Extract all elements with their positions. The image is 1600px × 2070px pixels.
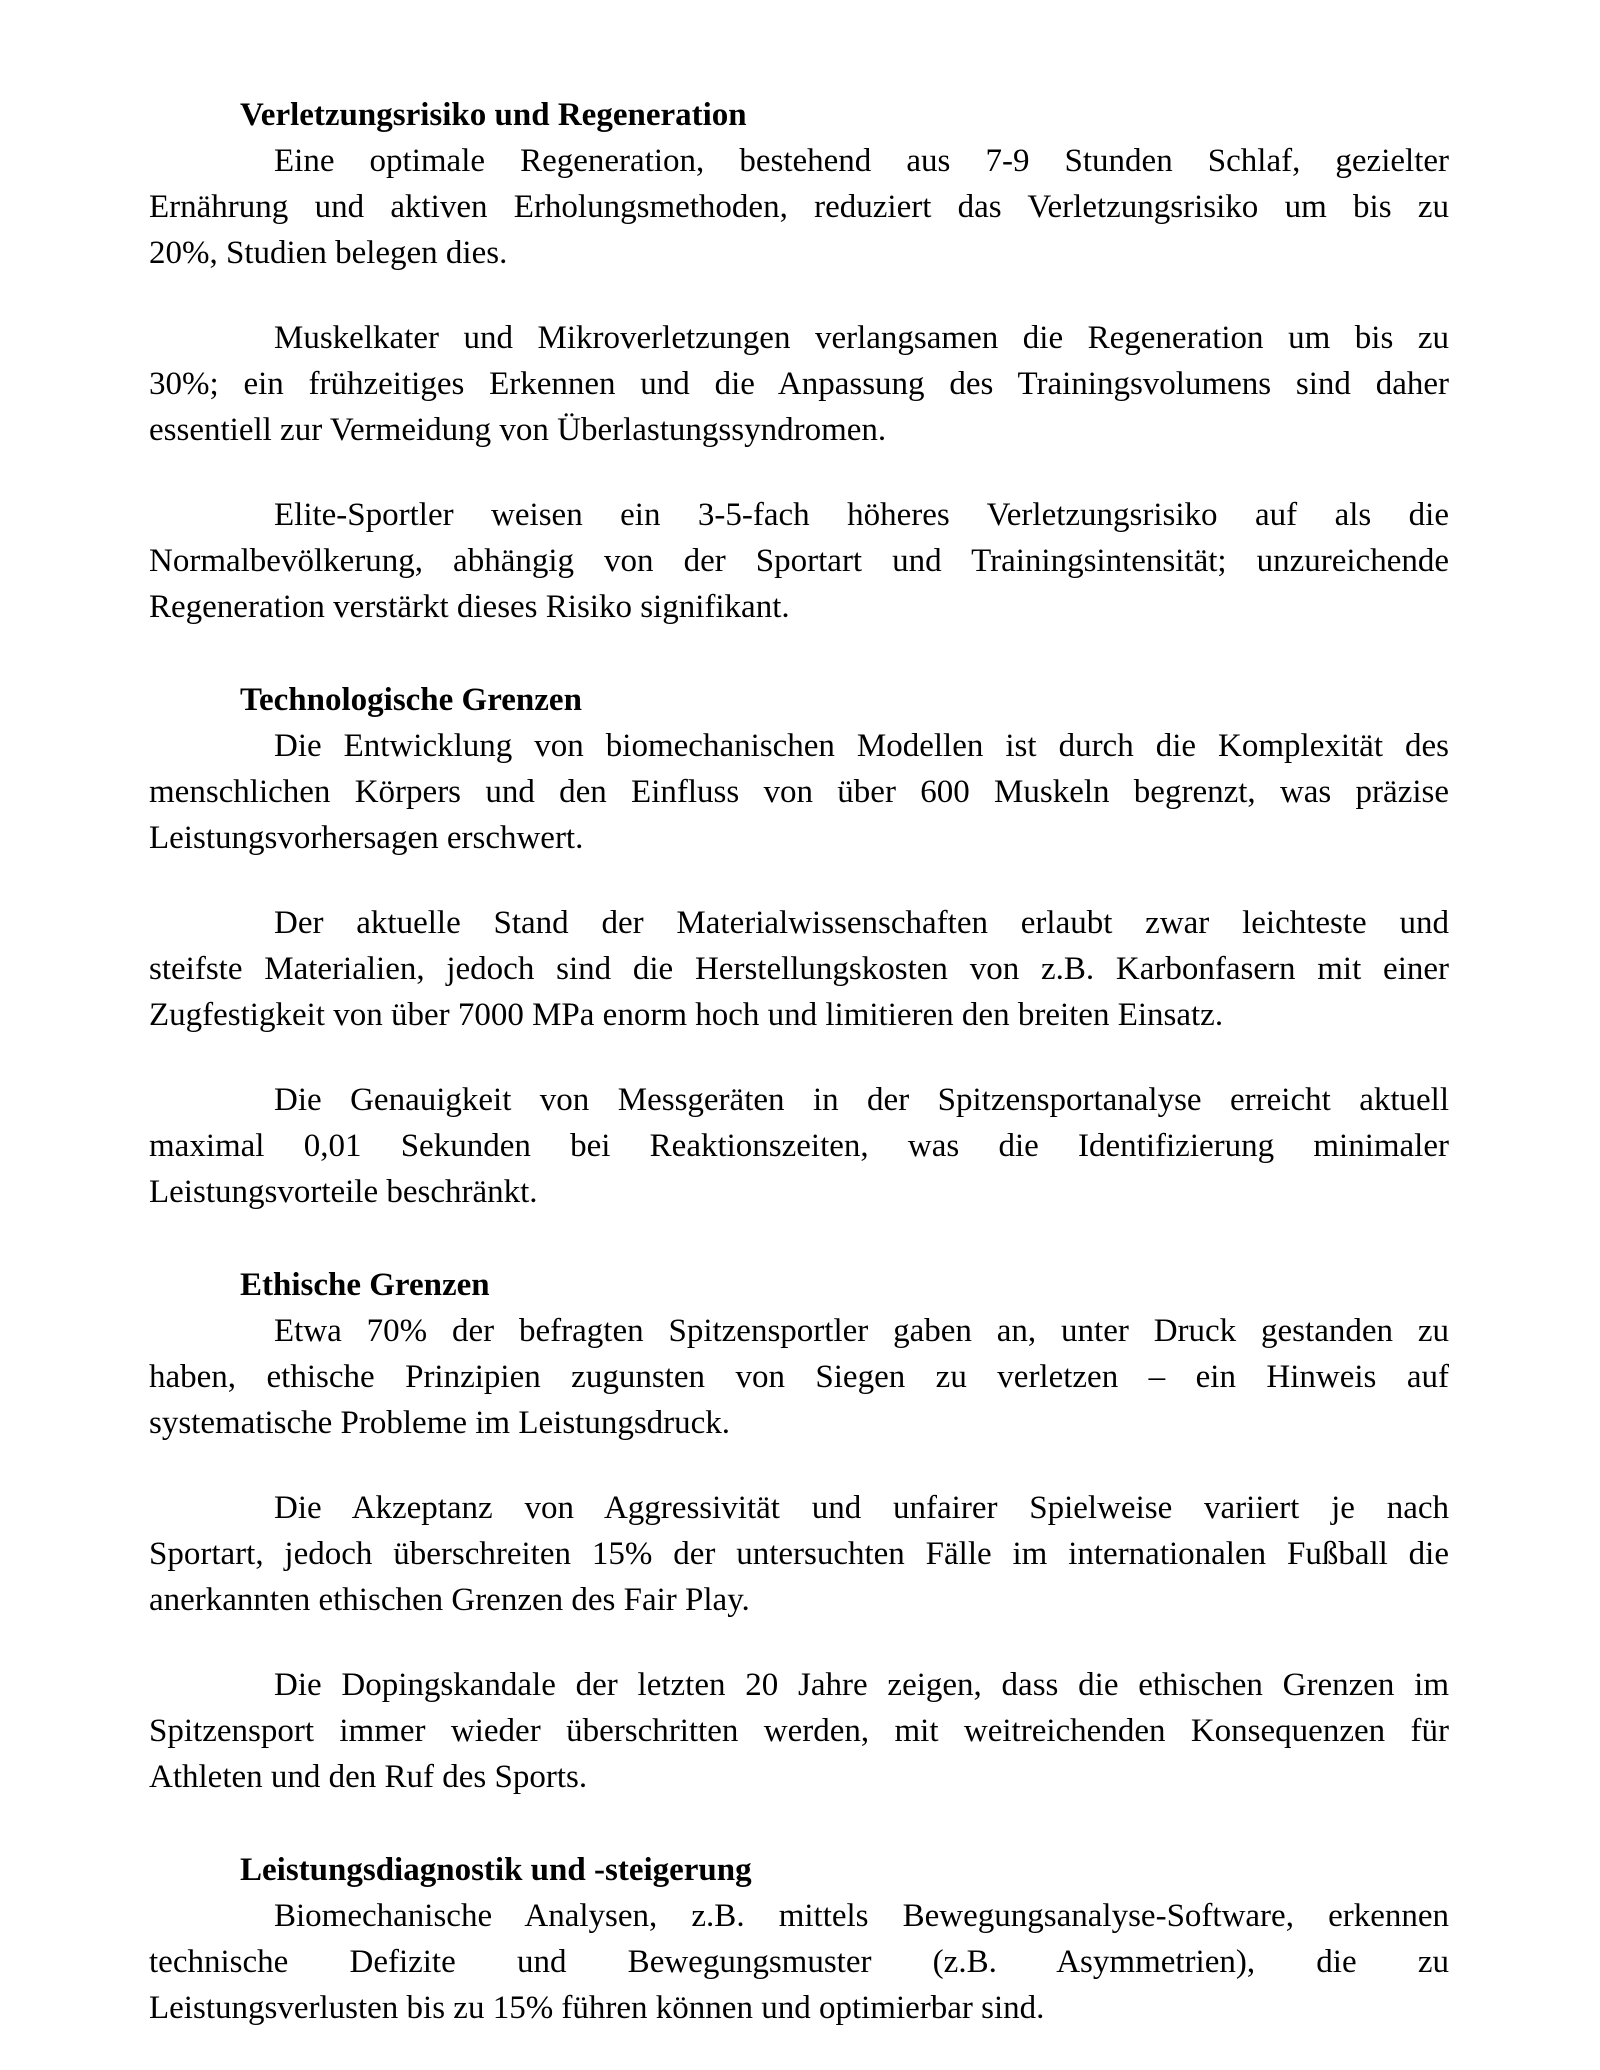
text-line: Leistungsverlusten bis zu 15% führen können und optimierbar sind.	[149, 1990, 1045, 2026]
text-line: essentiell zur Vermeidung von Überlastungssyndromen.	[149, 412, 887, 448]
document-section	[149, 92, 1449, 630]
text-line: anerkannten ethischen Grenzen des Fair Play.	[149, 1582, 750, 1618]
document-section	[149, 1262, 1449, 1800]
text-line: steifste Materialien, jedoch sind die Herstellungskosten von z.B. Karbonfasern mit einer	[149, 951, 1449, 987]
text-line: Eine optimale Regeneration, bestehend aus 7-9 Stunden Schlaf, gezielter	[274, 143, 1449, 179]
text-line: Die Entwicklung von biomechanischen Modellen ist durch die Komplexität des	[274, 728, 1449, 764]
text-line: systematische Probleme im Leistungsdruck.	[149, 1405, 731, 1441]
text-line: Elite-Sportler weisen ein 3-5-fach höheres Verletzungsrisiko auf als die	[274, 497, 1449, 533]
paragraph	[149, 1308, 1449, 1446]
text-line: 20%, Studien belegen dies.	[149, 235, 508, 271]
paragraph	[149, 723, 1449, 861]
text-line: Biomechanische Analysen, z.B. mittels Bewegungsanalyse-Software, erkennen	[274, 1898, 1449, 1934]
text-line: Regeneration verstärkt dieses Risiko signifikant.	[149, 589, 790, 625]
section-heading: Technologische Grenzen	[240, 682, 582, 718]
text-line: Normalbevölkerung, abhängig von der Sportart und Trainingsintensität; unzureichende	[149, 543, 1449, 579]
paragraph	[149, 900, 1449, 1038]
text-line: Ernährung und aktiven Erholungsmethoden, reduziert das Verletzungsrisiko um bis zu	[149, 189, 1449, 225]
text-line: 30%; ein frühzeitiges Erkennen und die Anpassung des Trainingsvolumens sind daher	[149, 366, 1449, 402]
text-line: haben, ethische Prinzipien zugunsten von Siegen zu verletzen – ein Hinweis auf	[149, 1359, 1449, 1395]
paragraph	[149, 1077, 1449, 1215]
text-line: Leistungsvorteile beschränkt.	[149, 1174, 538, 1210]
section-heading: Verletzungsrisiko und Regeneration	[240, 97, 747, 133]
paragraph	[149, 315, 1449, 453]
text-line: menschlichen Körpers und den Einfluss von über 600 Muskeln begrenzt, was präzise	[149, 774, 1449, 810]
text-line: Sportart, jedoch überschreiten 15% der untersuchten Fälle im internationalen Fußball die	[149, 1536, 1449, 1572]
text-line: Die Genauigkeit von Messgeräten in der Spitzensportanalyse erreicht aktuell	[274, 1082, 1449, 1118]
document-section	[149, 677, 1449, 1215]
text-line: Die Dopingskandale der letzten 20 Jahre zeigen, dass die ethischen Grenzen im	[274, 1667, 1449, 1703]
section-heading: Ethische Grenzen	[240, 1267, 490, 1303]
paragraph	[149, 1662, 1449, 1800]
text-line: technische Defizite und Bewegungsmuster (z.B. Asymmetrien), die zu	[149, 1944, 1449, 1980]
section-heading: Leistungsdiagnostik und -steigerung	[240, 1852, 752, 1888]
paragraph	[149, 138, 1449, 276]
text-line: Athleten und den Ruf des Sports.	[149, 1759, 588, 1795]
document-section	[149, 1847, 1449, 2031]
paragraph	[149, 492, 1449, 630]
text-line: Der aktuelle Stand der Materialwissenschaften erlaubt zwar leichteste und	[274, 905, 1449, 941]
text-line: Spitzensport immer wieder überschritten werden, mit weitreichenden Konsequenzen für	[149, 1713, 1449, 1749]
text-line: Muskelkater und Mikroverletzungen verlangsamen die Regeneration um bis zu	[274, 320, 1449, 356]
text-line: Etwa 70% der befragten Spitzensportler gaben an, unter Druck gestanden zu	[274, 1313, 1449, 1349]
paragraph	[149, 1485, 1449, 1623]
text-line: Zugfestigkeit von über 7000 MPa enorm hoch und limitieren den breiten Einsatz.	[149, 997, 1224, 1033]
text-line: Leistungsvorhersagen erschwert.	[149, 820, 584, 856]
text-line: Die Akzeptanz von Aggressivität und unfairer Spielweise variiert je nach	[274, 1490, 1449, 1526]
text-line: maximal 0,01 Sekunden bei Reaktionszeiten, was die Identifizierung minimaler	[149, 1128, 1449, 1164]
paragraph	[149, 1893, 1449, 2031]
